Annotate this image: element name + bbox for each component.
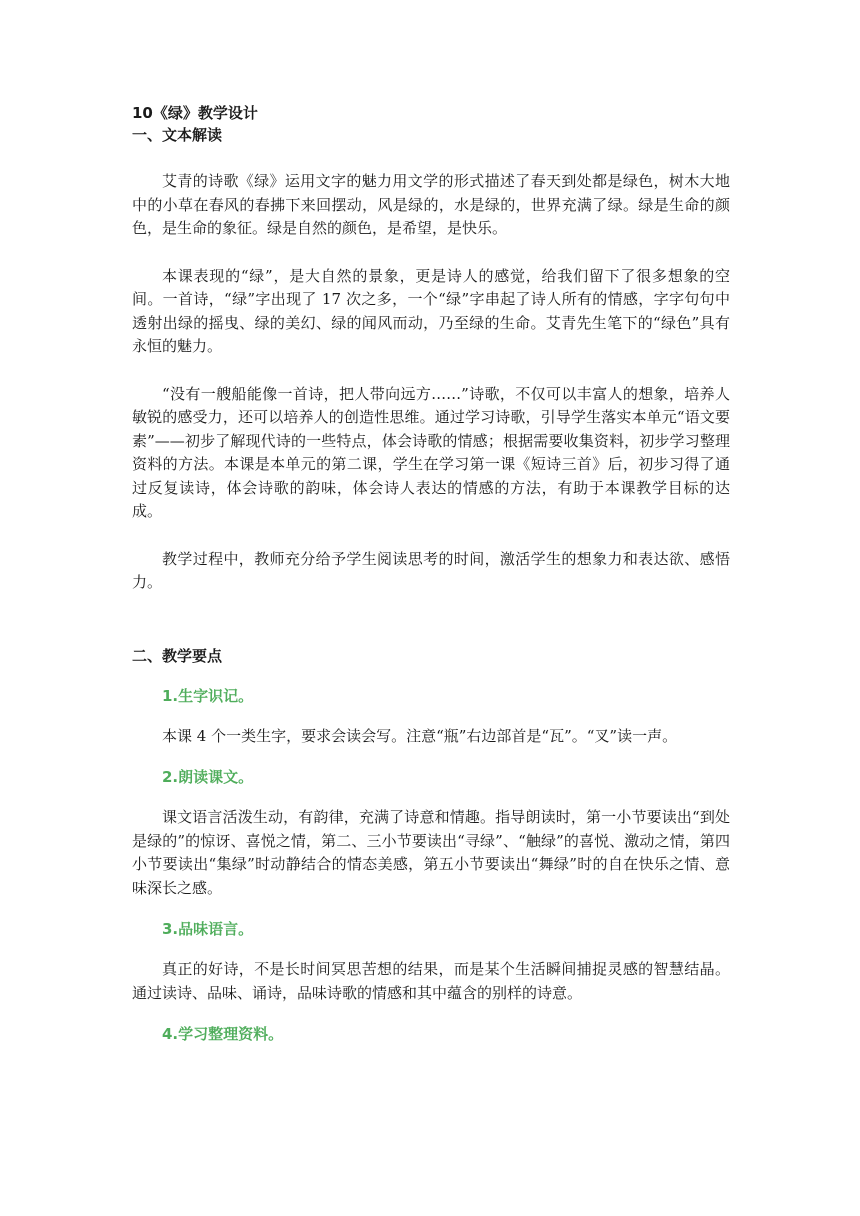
paragraph: 艾青的诗歌《绿》运用文字的魅力用文学的形式描述了春天到处都是绿色，树木大地中的小草在春风的春拂下来回摆动，风是绿的，水是绿的，世界充满了绿。绿是生命的颜色，是生命的象征。绿是自然的颜色，是希望，是快乐。 (132, 172, 730, 237)
point-heading-savoring-language: 3.品味语言。 (162, 920, 254, 938)
point-heading-reading-aloud: 2.朗读课文。 (162, 768, 254, 786)
point-text: 课文语言活泼生动，有韵律，充满了诗意和情趣。指导朗读时，第一小节要读出“到处是绿的”的惊讶、喜悦之情，第二、三小节要读出“寻绿”、“触绿”的喜悦、激动之情，第四小节要读出“集绿”时动静结合的情态美感，第五小节要读出“舞绿”时的自在快乐之情、意味深长之感。 (132, 808, 730, 897)
section-heading-text-reading: 一、文本解读 (132, 126, 223, 144)
section-heading-teaching-points: 二、教学要点 (132, 646, 223, 665)
point-text: 真正的好诗，不是长时间冥思苦想的结果，而是某个生活瞬间捕捉灵感的智慧结晶。通过读诗、品味、诵诗，品味诗歌的情感和其中蕴含的别样的诗意。 (132, 960, 730, 1002)
paragraph: 本课表现的“绿”，是大自然的景象，更是诗人的感觉，给我们留下了很多想象的空间。一首诗，“绿”字出现了 17 次之多，一个“绿”字串起了诗人所有的情感，字字句句中透射出绿的摇曳、绿的美幻、绿的闻风而动，乃至绿的生命。艾青先生笔下的“绿色”具有永恒的魅力。 (132, 266, 730, 355)
document-body (132, 102, 730, 1045)
point-heading-character-recognition: 1.生字识记。 (162, 686, 254, 705)
point-heading-organizing-materials: 4.学习整理资料。 (162, 1025, 284, 1043)
paragraph: “没有一艘船能像一首诗，把人带向远方……”诗歌，不仅可以丰富人的想象，培养人敏锐的感受力，还可以培养人的创造性思维。通过学习诗歌，引导学生落实本单元“语文要素”——初步了解现代诗的一些特点，体会诗歌的情感；根据需要收集资料，初步学习整理资料的方法。本课是本单元的第二课，学生在学习第一课《短诗三首》后，初步习得了通过反复读诗，体会诗歌的韵味，体会诗人表达的情感的方法，有助于本课教学目标的达成。 (132, 384, 730, 520)
paragraph: 教学过程中，教师充分给予学生阅读思考的时间，激活学生的想象力和表达欲、感悟力。 (132, 549, 730, 591)
document-title: 10《绿》教学设计 (132, 104, 258, 122)
point-text: 本课 4 个一类生字，要求会读会写。注意“瓶”右边部首是“瓦”。“叉”读一声。 (162, 726, 678, 745)
